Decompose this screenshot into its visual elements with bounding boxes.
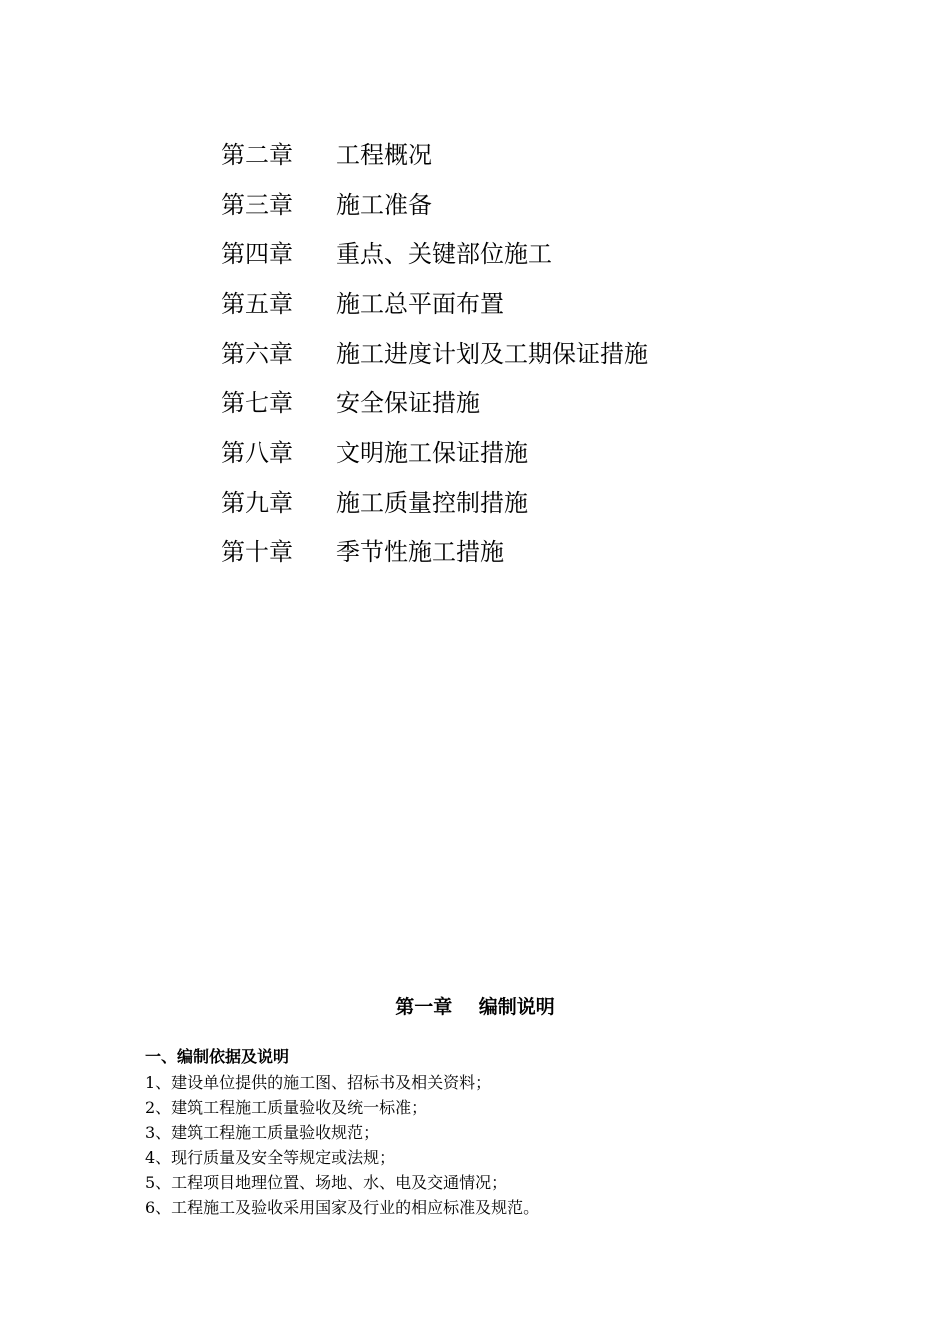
toc-chapter-number: 第六章 [221,339,293,368]
toc-chapter-number: 第十章 [221,538,293,567]
toc-chapter-number: 第二章 [221,140,293,169]
toc-chapter-title: 施工准备 [336,190,432,219]
list-item: 4、现行质量及安全等规定或法规； [145,1148,396,1167]
toc-chapter-title: 季节性施工措施 [336,538,504,567]
toc-entry [221,528,821,578]
toc-chapter-title: 施工质量控制措施 [336,488,528,517]
toc-chapter-title: 施工总平面布置 [336,289,504,318]
chapter-heading: 第一章 编制说明 [395,996,555,1018]
list-item: 1、建设单位提供的施工图、招标书及相关资料； [145,1073,492,1092]
list-item: 2、建筑工程施工质量验收及统一标准； [145,1098,428,1117]
toc-chapter-title: 文明施工保证措施 [336,438,528,467]
toc-chapter-title: 安全保证措施 [336,389,480,418]
toc-chapter-title: 施工进度计划及工期保证措施 [336,339,648,368]
toc-entry [221,279,821,329]
toc-chapter-number: 第九章 [221,488,293,517]
toc-chapter-number: 第三章 [221,190,293,219]
toc-chapter-number: 第五章 [221,289,293,318]
toc-chapter-title: 重点、关键部位施工 [336,240,552,269]
toc-chapter-number: 第四章 [221,240,293,269]
list-item: 3、建筑工程施工质量验收规范； [145,1123,380,1142]
toc-entry [221,329,821,379]
toc-entry [221,180,821,230]
toc-entry [221,229,821,279]
toc-entry [221,378,821,428]
toc-entry [221,428,821,478]
table-of-contents [221,130,821,577]
section-compilation-basis [145,1044,845,1220]
toc-chapter-number: 第七章 [221,389,293,418]
toc-entry [221,130,821,180]
toc-chapter-title: 工程概况 [336,140,432,169]
toc-chapter-number: 第八章 [221,438,293,467]
list-item: 5、工程项目地理位置、场地、水、电及交通情况； [145,1173,508,1192]
section-heading: 一、编制依据及说明 [145,1047,290,1066]
toc-entry [221,478,821,528]
list-item: 6、工程施工及验收采用国家及行业的相应标准及规范。 [145,1198,540,1217]
